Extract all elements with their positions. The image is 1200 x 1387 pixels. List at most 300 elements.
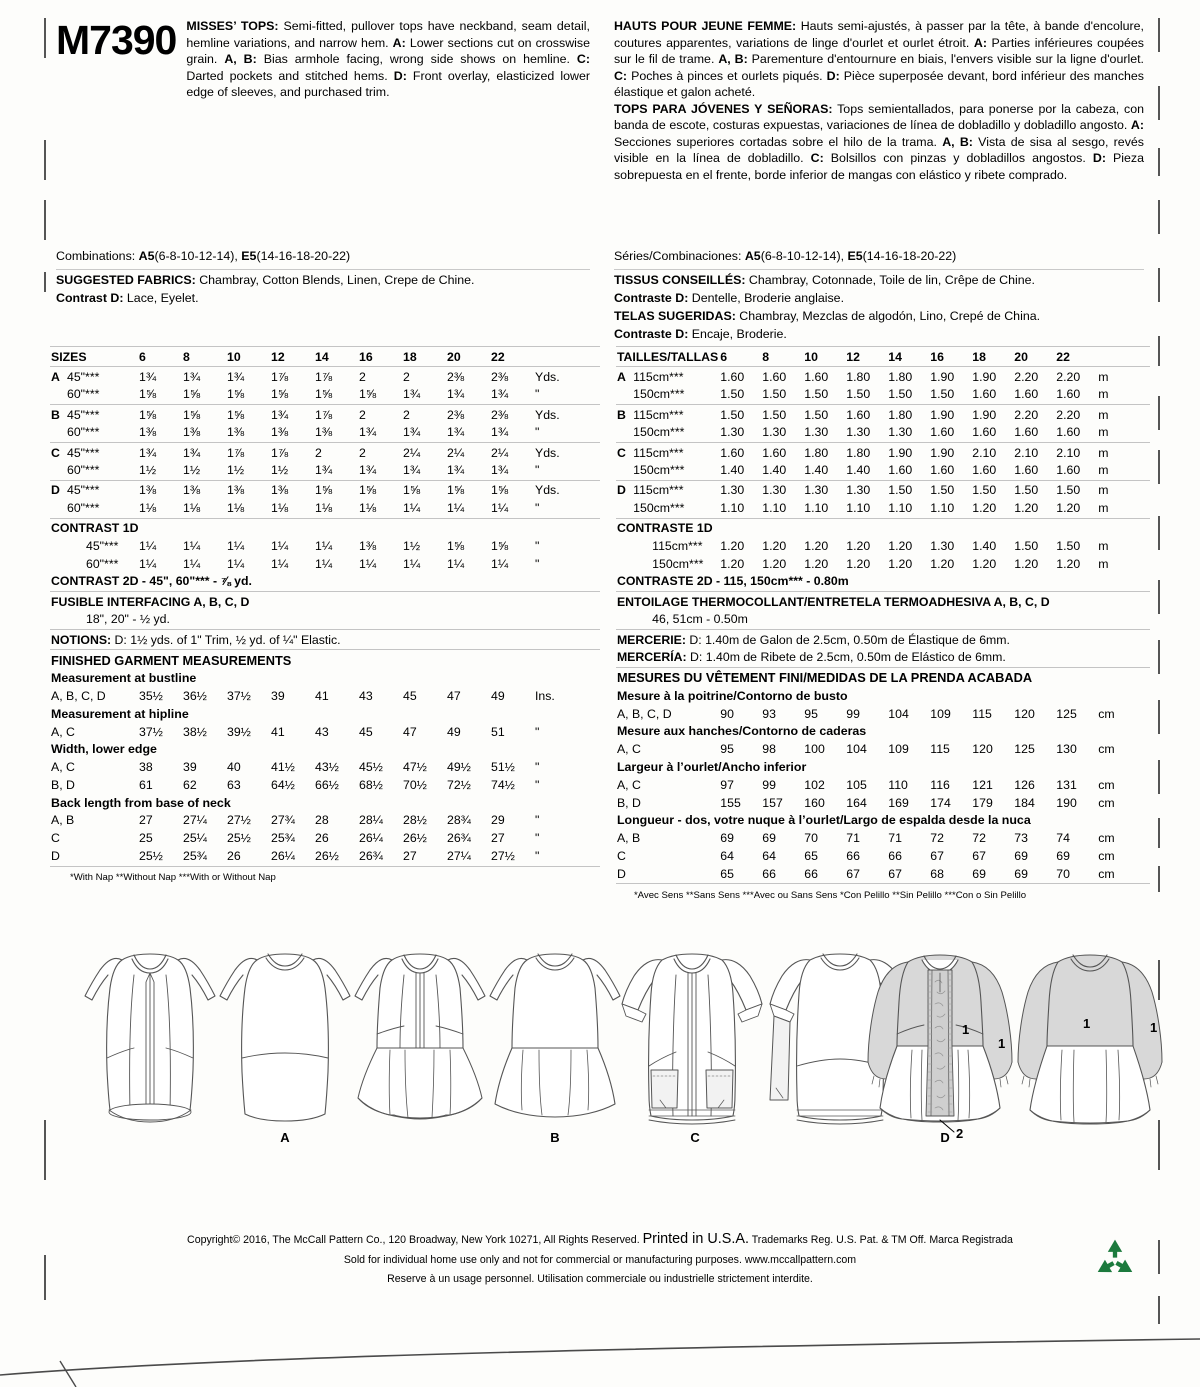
fabric-width: 150cm***	[652, 556, 704, 571]
yardage-value: 1¾	[183, 369, 201, 384]
finished-value: 95	[720, 742, 734, 757]
finished-value: 27¾	[271, 813, 295, 828]
yardage-unit: m	[1098, 425, 1109, 440]
size-header: 12	[271, 349, 285, 364]
registration-tick	[1158, 18, 1160, 52]
envelope-bottom-edge	[0, 1317, 1200, 1387]
yardage-value: 1¾	[359, 425, 377, 440]
yardage-value: 1.20	[888, 539, 913, 554]
finished-value: 109	[888, 742, 909, 757]
contrast-1d-heading-row	[50, 520, 600, 538]
yardage-value: 2¼	[447, 445, 465, 460]
finished-unit: cm	[1098, 795, 1115, 810]
finished-value: 38½	[183, 724, 207, 739]
yardage-value: 1.90	[888, 445, 913, 460]
finished-value: 38	[139, 760, 153, 775]
yardage-value: 1.50	[972, 483, 997, 498]
registration-tick	[1158, 396, 1160, 430]
desc-es-c-label: C:	[810, 151, 824, 165]
registration-tick	[1158, 450, 1160, 484]
finished-group-heading-row	[616, 759, 1150, 777]
view-letter	[50, 556, 66, 574]
yardage-value: 1.50	[1014, 483, 1039, 498]
finished-value: 39½	[227, 724, 251, 739]
finished-value: 28¼	[359, 813, 383, 828]
finished-value: 47½	[403, 760, 427, 775]
view-label-c: C	[690, 1130, 700, 1145]
yardage-value: 1⅝	[315, 483, 333, 498]
view-letter: C	[51, 445, 60, 460]
usage-text-en: Sold for individual home use only and not for commercial or manufacturing purposes. www.mccallpattern.com	[343, 1254, 857, 1267]
yardage-value: 1¼	[271, 556, 289, 571]
finished-value: 47	[403, 724, 417, 739]
finished-row-label: A, B	[51, 813, 75, 828]
contrast-1d-label: CONTRAST 1D	[51, 521, 139, 536]
desc-en-ab-label: A, B:	[224, 52, 257, 66]
fabric-width: 60"***	[67, 463, 100, 478]
finished-group-heading-row	[50, 741, 600, 759]
desc-es-body: Tops semientallados, para ponerse por la cabeza, con banda de escote, costuras expuestas, variaciones de línea de dobladillo y dobladillo angosto.	[613, 101, 1144, 132]
table-row	[616, 407, 1150, 425]
finished-unit: cm	[1098, 706, 1115, 721]
finished-row-label: D	[51, 848, 60, 863]
yardage-unit: m	[1098, 463, 1109, 478]
finished-unit: "	[535, 813, 540, 828]
yardage-value: 1.30	[930, 539, 955, 554]
contrast-2d-row	[616, 573, 1150, 591]
desc-en-d: Front overlay, elasticized lower edge of sleeves, and purchased trim.	[186, 68, 590, 99]
contrast-fabric-value-es: Encaje, Broderie.	[688, 326, 787, 341]
finished-value: 99	[762, 777, 776, 792]
finished-value: 68	[930, 866, 944, 881]
yardage-value: 1.10	[762, 501, 787, 516]
desc-es-a: Secciones superiores cortadas sobre el hilo de la trama.	[613, 134, 943, 149]
registration-tick	[44, 18, 46, 58]
table-row	[50, 462, 600, 480]
table-row	[616, 424, 1150, 442]
yardage-value: 2.20	[1056, 407, 1081, 422]
yardage-value: 1.20	[720, 556, 745, 571]
finished-unit: cm	[1098, 866, 1115, 881]
yardage-value: 2.20	[1056, 369, 1081, 384]
finished-value: 26½	[315, 848, 339, 863]
finished-value: 67	[846, 866, 860, 881]
yardage-value: 1¾	[447, 463, 465, 478]
fabric-width: 45"***	[86, 539, 119, 554]
yardage-value: 1.50	[720, 407, 745, 422]
yardage-value: 1.10	[888, 501, 913, 516]
table-row	[50, 724, 600, 742]
fabric-width: 150cm***	[633, 425, 685, 440]
description-spanish	[614, 101, 1144, 184]
yardage-value: 1¾	[227, 369, 245, 384]
desc-fr-a-label: A:	[973, 35, 987, 50]
finished-value: 36½	[183, 689, 207, 704]
table-row	[50, 369, 600, 387]
yardage-value: 2	[315, 445, 322, 460]
fabric-width: 150cm***	[633, 501, 685, 516]
finished-group-heading: Back length from base of neck	[51, 795, 231, 810]
yardage-value: 1⅝	[491, 539, 509, 554]
yardage-value: 1.60	[1056, 425, 1081, 440]
table-row	[50, 777, 600, 795]
garment-illustrations	[50, 930, 1158, 1160]
yardage-value: 1⅝	[183, 387, 201, 402]
yardage-value: 2⅜	[447, 407, 465, 422]
yardage-value: 1.20	[1056, 501, 1081, 516]
finished-value: 28½	[403, 813, 427, 828]
finished-value: 67	[972, 848, 986, 863]
yardage-value: 1.90	[930, 445, 955, 460]
yardage-value: 1⅜	[227, 483, 245, 498]
registration-tick	[1158, 960, 1160, 1000]
finished-row-label: A, C	[616, 777, 641, 792]
view-letter: C	[616, 445, 626, 460]
yardage-value: 1¾	[491, 387, 509, 402]
yardage-value: 1.50	[720, 387, 745, 402]
finished-value: 41	[315, 689, 329, 704]
yardage-value: 1.60	[720, 445, 745, 460]
yardage-value: 1⅜	[139, 425, 157, 440]
yardage-value: 1.20	[846, 556, 871, 571]
finished-value: 69	[1014, 848, 1028, 863]
finished-value: 26½	[403, 831, 427, 846]
table-row	[50, 445, 600, 463]
finished-value: 28	[315, 813, 329, 828]
yardage-value: 1¼	[447, 556, 465, 571]
yardage-value: 1.90	[930, 369, 955, 384]
table-header-row	[50, 349, 600, 367]
yardage-value: 1.20	[804, 556, 829, 571]
view-letter	[616, 386, 632, 404]
finished-value: 72	[930, 831, 944, 846]
suggested-fabrics-es	[614, 308, 1144, 326]
table-row	[616, 538, 1150, 556]
yardage-value: 1.20	[972, 501, 997, 516]
finished-value: 45	[403, 689, 417, 704]
callout-1-back-body: 1	[1083, 1016, 1091, 1031]
yardage-value: 1⅜	[359, 539, 377, 554]
desc-en-d-label: D:	[393, 68, 407, 83]
desc-fr-title: HAUTS POUR JEUNE FEMME:	[613, 19, 797, 33]
nap-note-translated: *Avec Sens **Sans Sens ***Avec ou Sans Sens *Con Pelillo **Sin Pelillo ***Con o Sin Pelillo	[633, 889, 1027, 901]
yardage-value: 1⅛	[139, 501, 157, 516]
divider	[56, 269, 590, 270]
finished-unit: cm	[1098, 831, 1115, 846]
contrast-fabric-label-en: Contrast D:	[56, 290, 124, 305]
finished-value: 65	[804, 848, 818, 863]
finished-value: 125	[1056, 706, 1077, 721]
yardage-value: 1.40	[846, 463, 871, 478]
yardage-value: 1¼	[227, 539, 245, 554]
view-a-back	[220, 954, 350, 1145]
table-row	[50, 830, 600, 848]
table-row	[50, 500, 600, 518]
finished-value: 43½	[315, 760, 339, 775]
yardage-value: 1.10	[804, 501, 829, 516]
yardage-value: 1¾	[491, 463, 509, 478]
interfacing-label: FUSIBLE INTERFACING A, B, C, D	[51, 594, 250, 609]
yardage-value: 2	[359, 445, 366, 460]
desc-fr-d: Pièce superposée devant, bord inférieur des manches élastique et galon acheté.	[613, 68, 1144, 99]
yardage-value: 1¾	[447, 425, 465, 440]
yardage-value: 1.30	[846, 425, 871, 440]
finished-value: 99	[846, 706, 860, 721]
sizes-header-cell: SIZES	[51, 349, 87, 364]
yardage-value: 1.80	[846, 445, 871, 460]
desc-en-c: Darted pockets and stitched hems.	[186, 68, 394, 83]
yardage-value: 1.80	[888, 407, 913, 422]
finished-group-heading: Largeur à l’ourlet/Ancho inferior	[616, 760, 807, 774]
finished-value: 72	[972, 831, 986, 846]
yardage-value: 1.30	[720, 483, 745, 498]
interfacing-value: 18", 20" - ½ yd.	[86, 612, 170, 627]
finished-row-label: D	[616, 866, 626, 881]
view-letter: B	[616, 407, 626, 422]
yardage-value: 1.50	[762, 407, 787, 422]
combination-e5-sizes-fr: (14-16-18-20-22)	[862, 249, 957, 263]
fabric-width: 60"***	[67, 425, 100, 440]
registration-tick	[1158, 1120, 1160, 1170]
copyright-text: Copyright© 2016, The McCall Pattern Co., 120 Broadway, New York 10271, All Rights Reserved.	[187, 1234, 643, 1246]
registration-tick	[44, 200, 46, 240]
yardage-value: 1⅜	[271, 425, 289, 440]
registration-tick	[1158, 516, 1160, 550]
yardage-value: 1.20	[762, 556, 787, 571]
finished-value: 27¼	[183, 813, 207, 828]
combination-a5-fr: A5	[744, 249, 761, 263]
yardage-value: 2⅜	[491, 407, 509, 422]
size-header: 8	[762, 349, 770, 364]
unit-header	[1097, 349, 1150, 367]
table-row	[50, 556, 600, 574]
yardage-value: 1⅛	[227, 501, 245, 516]
finished-title-row	[50, 652, 600, 670]
finished-row-label: A, B, C, D	[616, 706, 672, 721]
finished-value: 120	[972, 742, 993, 757]
yardage-value: 1¼	[139, 539, 157, 554]
table-row	[616, 848, 1150, 866]
finished-unit: "	[535, 760, 540, 775]
finished-value: 64	[720, 848, 734, 863]
finished-value: 62	[183, 777, 197, 792]
yardage-value: 1¼	[183, 556, 201, 571]
yardage-value: 1.30	[762, 425, 787, 440]
yardage-value: 1¾	[359, 463, 377, 478]
yardage-value: 1.30	[846, 483, 871, 498]
fabric-width: 45"***	[67, 445, 100, 460]
yardage-value: 1⅞	[271, 369, 289, 384]
yardage-value: 1.60	[1014, 425, 1039, 440]
fabric-width: 45"***	[67, 369, 100, 384]
view-letter: D	[616, 483, 626, 498]
interfacing-heading-row	[616, 594, 1150, 612]
size-header: 22	[491, 349, 505, 364]
notions-row-es	[616, 649, 1150, 667]
finished-value: 184	[1014, 795, 1035, 810]
yardage-value: 1.50	[1014, 539, 1039, 554]
table-row	[50, 424, 600, 442]
view-d-front	[868, 955, 1012, 1141]
finished-value: 110	[888, 777, 908, 792]
table-row	[50, 688, 600, 706]
contrast-2d-text: CONTRAST 2D - 45", 60"*** - ⅞ yd.	[51, 574, 252, 589]
desc-fr-ab-label: A, B:	[718, 52, 748, 66]
yardage-value: 1.10	[930, 501, 955, 516]
contrast-1d-label: CONTRASTE 1D	[616, 521, 713, 536]
finished-value: 26	[227, 848, 241, 863]
table-row	[616, 830, 1150, 848]
finished-value: 105	[846, 777, 867, 792]
size-header: 12	[846, 349, 860, 364]
size-header: 14	[888, 349, 902, 364]
finished-value: 37½	[139, 724, 163, 739]
desc-fr-body: Hauts semi-ajustés, à passer par la tête, à bande d'encolure, coutures apparentes, variations de linge d'ourlet et ourlet étroit.	[613, 19, 1144, 50]
finished-value: 69	[1014, 866, 1028, 881]
finished-value: 190	[1056, 795, 1077, 810]
yardage-value: 1.30	[804, 483, 829, 498]
yardage-value: 2.20	[1014, 369, 1039, 384]
finished-value: 47	[447, 689, 461, 704]
yardage-value: 1.20	[720, 539, 745, 554]
yardage-value: 1⅝	[491, 483, 509, 498]
notions-row-fr	[616, 632, 1150, 650]
finished-title-row	[616, 669, 1150, 687]
combination-a5-sizes-fr: (6-8-10-12-14),	[760, 249, 848, 263]
table-row	[50, 538, 600, 556]
size-header: 10	[804, 349, 818, 364]
desc-fr-ab: Parementure d'entournure en biais, l'envers visible sur la ligne d'ourlet.	[747, 52, 1144, 66]
yardage-value: 1.20	[888, 556, 913, 571]
finished-value: 67	[930, 848, 944, 863]
finished-value: 51	[491, 724, 505, 739]
finished-value: 51½	[491, 760, 515, 775]
finished-value: 66	[888, 848, 902, 863]
finished-value: 69	[720, 831, 734, 846]
finished-value: 70½	[403, 777, 427, 792]
finished-value: 74	[1056, 831, 1070, 846]
finished-value: 66	[804, 866, 818, 881]
yardage-value: 2¼	[403, 445, 421, 460]
yardage-value: 1⅝	[271, 387, 289, 402]
registration-tick	[1158, 760, 1160, 794]
finished-value: 121	[972, 777, 993, 792]
table-row	[616, 706, 1150, 724]
finished-unit: "	[535, 831, 540, 846]
finished-value: 98	[762, 742, 776, 757]
desc-es-a-label: A:	[1130, 118, 1144, 132]
finished-value: 27	[403, 848, 417, 863]
yardage-value: 1⅜	[315, 425, 333, 440]
yardage-value: 1.60	[972, 425, 997, 440]
finished-value: 155	[720, 795, 741, 810]
yardage-value: 1¾	[403, 425, 421, 440]
table-row	[50, 482, 600, 500]
finished-value: 28¾	[447, 813, 471, 828]
yardage-value: 1.90	[972, 369, 997, 384]
size-header: 10	[227, 349, 241, 364]
finished-group-heading-row	[616, 723, 1150, 741]
finished-value: 26	[315, 831, 329, 846]
finished-value: 69	[972, 866, 986, 881]
desc-en-c-label: C:	[576, 52, 590, 66]
description-block	[56, 18, 1144, 183]
size-header: 14	[315, 349, 329, 364]
yardage-value: 1¼	[403, 501, 421, 516]
yardage-value: 1.40	[762, 463, 787, 478]
yardage-value: 1¼	[403, 556, 421, 571]
table-row	[616, 500, 1150, 518]
yardage-value: 1⅞	[271, 445, 289, 460]
sizes-header-cell: TAILLES/TALLAS	[616, 349, 719, 364]
finished-value: 126	[1014, 777, 1035, 792]
size-header: 8	[183, 349, 190, 364]
yardage-value: 1.90	[972, 407, 997, 422]
finished-value: 109	[930, 706, 951, 721]
yardage-value: 1⅛	[359, 501, 377, 516]
yardage-value: 1.50	[930, 387, 955, 402]
yardage-value: 1¾	[403, 387, 421, 402]
finished-value: 102	[804, 777, 825, 792]
combination-e5: E5	[241, 249, 257, 263]
desc-fr-d-label: D:	[826, 68, 840, 83]
desc-fr-c-label: C:	[613, 68, 628, 83]
contrast-fabric-label-es: Contraste D:	[613, 326, 689, 341]
yardage-table-imperial-wrapper	[50, 346, 600, 902]
desc-es-d-label: D:	[1092, 151, 1106, 165]
finished-value: 41½	[271, 760, 295, 775]
desc-es-c: Bolsillos con pinzas y dobladillos angostos.	[823, 151, 1093, 165]
yardage-unit: m	[1098, 556, 1109, 571]
finished-group-heading-row	[616, 688, 1150, 706]
finished-value: 125	[1014, 742, 1035, 757]
combination-e5-sizes: (14-16-18-20-22)	[256, 249, 351, 263]
view-c-front	[622, 954, 762, 1124]
finished-value: 25¾	[183, 848, 207, 863]
yardage-value: 2	[403, 369, 410, 384]
finished-value: 61	[139, 777, 153, 792]
view-letter: A	[51, 369, 60, 384]
desc-en-a-label: A:	[392, 35, 406, 50]
interfacing-heading-row	[50, 594, 600, 612]
view-letter: D	[51, 483, 60, 498]
interfacing-value-row	[616, 611, 1150, 629]
finished-value: 25½	[139, 848, 163, 863]
contrast-2d-text: CONTRASTE 2D - 115, 150cm*** - 0.80m	[616, 574, 849, 589]
description-english	[186, 18, 590, 101]
finished-value: 27½	[491, 848, 515, 863]
finished-unit: cm	[1098, 742, 1115, 757]
yardage-unit: Yds.	[535, 407, 560, 422]
yardage-value: 1.60	[846, 407, 871, 422]
yardage-value: 1.50	[804, 387, 829, 402]
pattern-number: M7390	[56, 17, 177, 63]
finished-value: 130	[1056, 742, 1077, 757]
finished-value: 41	[271, 724, 285, 739]
yardage-value: 1½	[403, 539, 421, 554]
finished-value: 95	[804, 706, 818, 721]
yardage-value: 1⅝	[315, 387, 333, 402]
desc-en-body: Semi-fitted, pullover tops have neckband, seam detail, hemline variations, and narrow hem.	[186, 19, 590, 50]
suggested-fabrics-label-es: TELAS SUGERIDAS:	[613, 308, 736, 323]
yardage-value: 1¼	[183, 539, 201, 554]
nap-note-english: *With Nap **Without Nap ***With or Without Nap	[70, 872, 276, 884]
finished-row-label: A, C	[616, 742, 641, 757]
finished-value: 68½	[359, 777, 383, 792]
yardage-value: 1.40	[972, 539, 997, 554]
finished-row-label: B, D	[616, 795, 641, 810]
finished-group-heading: Mesure à la poitrine/Contorno de busto	[616, 688, 848, 703]
